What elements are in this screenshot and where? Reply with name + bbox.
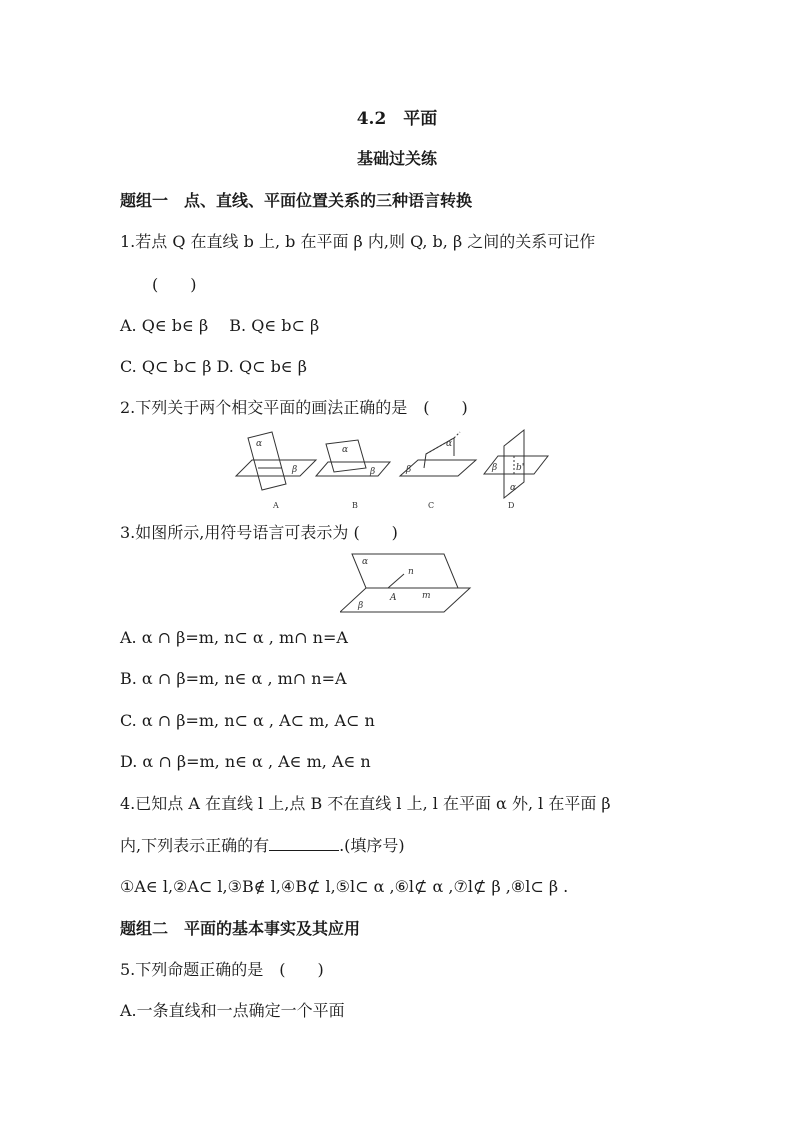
svg-text:α: α	[446, 439, 453, 449]
svg-text:n: n	[408, 567, 414, 577]
question-5-stem: 5.下列命题正确的是 ( )	[120, 960, 324, 979]
svg-text:α: α	[362, 557, 369, 567]
question-4-stem-line-1: 4.已知点 A 在直线 l 上,点 B 不在直线 l 上, l 在平面 α 外, l 在平面 β	[120, 794, 611, 813]
figure-c-label: C	[428, 501, 435, 510]
figure-a-label: A	[273, 501, 279, 510]
svg-text:β: β	[492, 463, 498, 473]
svg-text:β: β	[406, 465, 412, 475]
question-3-option-c: C. α ∩ β=m, n⊂ α , A⊂ m, A⊂ n	[120, 711, 375, 730]
question-1-options-cd: C. Q⊂ b⊂ β D. Q⊂ b∈ β	[120, 357, 307, 376]
figure-d-label: D	[508, 501, 515, 510]
question-1-paren: ( )	[152, 275, 197, 294]
question-4-stem-line-2: 内,下列表示正确的有 .(填序号)	[120, 836, 405, 855]
question-3-option-b: B. α ∩ β=m, n∈ α , m∩ n=A	[120, 669, 347, 688]
figure-a	[236, 432, 316, 490]
svg-text:β: β	[358, 601, 364, 611]
figure-b-label: B	[352, 501, 358, 510]
page-title: 4.2 平面	[356, 109, 438, 129]
group-heading-1: 题组一 点、直线、平面位置关系的三种语言转换	[120, 191, 473, 210]
svg-text:b': b'	[516, 463, 525, 473]
question-3-figure	[340, 550, 480, 616]
question-4-items: ①A∈ l,②A⊂ l,③B∉ l,④B⊄ l,⑤l⊂ α ,⑥l⊄ α ,⑦l⊄ β ,⑧l⊂ β .	[120, 877, 569, 896]
question-2-figure	[230, 428, 560, 514]
question-3-stem: 3.如图所示,用符号语言可表示为 ( )	[120, 523, 398, 542]
question-5-option-a: A.一条直线和一点确定一个平面	[120, 1001, 345, 1020]
question-1-options-ab: A. Q∈ b∈ β B. Q∈ b⊂ β	[120, 316, 320, 335]
svg-text:α: α	[256, 439, 263, 449]
figure-b	[316, 440, 390, 476]
svg-text:β: β	[370, 467, 376, 477]
answer-blank[interactable]	[269, 834, 339, 851]
question-2-stem: 2.下列关于两个相交平面的画法正确的是 ( )	[120, 398, 468, 417]
svg-text:α: α	[510, 483, 517, 493]
figure-c	[400, 432, 476, 476]
svg-text:m: m	[422, 591, 431, 601]
question-1-stem: 1.若点 Q 在直线 b 上, b 在平面 β 内,则 Q, b, β 之间的关系可记作	[120, 232, 596, 251]
question-3-option-d: D. α ∩ β=m, n∈ α , A∈ m, A∈ n	[120, 752, 371, 771]
svg-text:β: β	[292, 465, 298, 475]
question-3-option-a: A. α ∩ β=m, n⊂ α , m∩ n=A	[120, 628, 348, 647]
section-subtitle: 基础过关练	[356, 149, 437, 168]
svg-text:A: A	[390, 593, 397, 603]
group-heading-2: 题组二 平面的基本事实及其应用	[120, 919, 361, 938]
svg-text:α: α	[342, 445, 349, 455]
